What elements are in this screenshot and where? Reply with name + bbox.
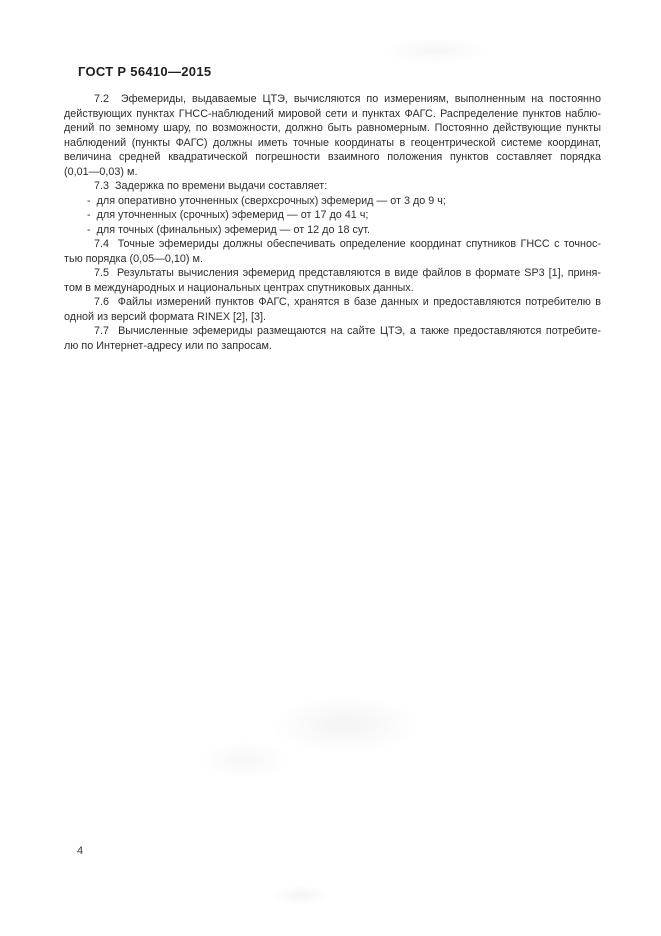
list-item: - для точных (финальных) эфемерид — от 12 до 18 сут.: [87, 223, 371, 236]
text-line: наблюдений (пункты ФАГС) должны иметь точные координаты в геоцентрической системе координат,: [64, 136, 601, 149]
document-header: ГОСТ Р 56410—2015: [78, 64, 212, 79]
scan-artifact: [380, 38, 490, 64]
text-line: (0,01—0,03) м.: [64, 165, 138, 178]
scan-artifact: [200, 740, 290, 780]
text-line: 7.3 Задержка по времени выдачи составляет:: [94, 180, 328, 192]
text-line: тью порядка (0,05—0,10) м.: [64, 252, 203, 265]
page-number: 4: [77, 845, 84, 857]
body-text-block: [64, 92, 601, 353]
text-line: 7.2 Эфемериды, выдаваемые ЦТЭ, вычисляются по измерениям, выполненным на постоянно: [94, 93, 601, 105]
scan-artifact: [270, 695, 420, 755]
text-line: 7.6 Файлы измерений пунктов ФАГС, хранятся в базе данных и предоставляются потребителю в: [94, 296, 601, 308]
list-item: - для оперативно уточненных (сверхсрочных) эфемерид — от 3 до 9 ч;: [87, 194, 446, 207]
text-line: 7.4 Точные эфемериды должны обеспечивать определение координат спутников ГНСС с точнос-: [94, 238, 601, 250]
text-line: величина средней квадратической погрешности взаимного положения пунктов составляет порядка: [64, 151, 601, 163]
list-item: - для уточненных (срочных) эфемерид — от 17 до 41 ч;: [87, 209, 369, 221]
text-line: том в международных и национальных центрах спутниковых данных.: [64, 281, 414, 294]
scan-artifact: [270, 885, 330, 905]
text-line: лю по Интернет-адресу или по запросам.: [64, 339, 272, 352]
text-line: одной из версий формата RINEX [2], [3].: [64, 310, 267, 323]
text-line: 7.7 Вычисленные эфемериды размещаются на сайте ЦТЭ, а также предоставляются потребите-: [94, 325, 601, 337]
text-line: дений по земному шару, по возможности, должно быть равномерным. Постоянно действующие пункты: [64, 122, 601, 134]
text-line: 7.5 Результаты вычисления эфемерид представляются в виде файлов в формате SP3 [1], приня-: [94, 267, 601, 279]
text-line: действующих пунктах ГНСС-наблюдений мировой сети и пунктах ФАГС. Распределение пунктов наблю-: [64, 107, 601, 120]
